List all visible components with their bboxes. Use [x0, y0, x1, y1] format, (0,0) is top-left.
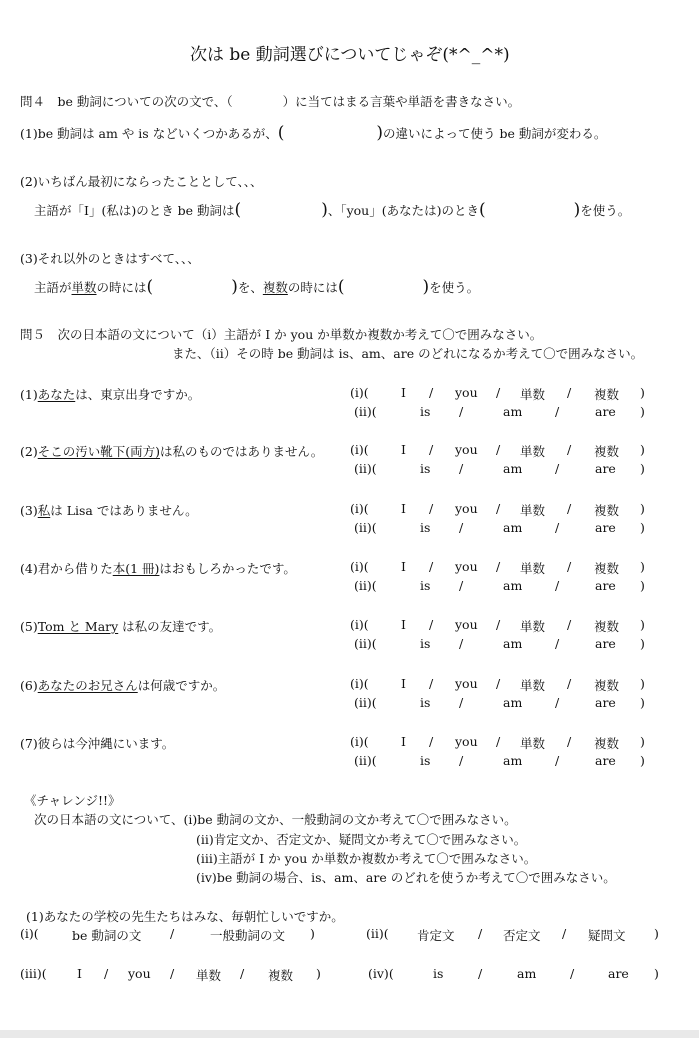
q5-item-1-option-i[interactable]: 複数 — [594, 387, 620, 402]
q5-item-1-rest: は、東京出身ですか。 — [75, 387, 201, 402]
q5-item-3-option-ii[interactable]: are — [595, 520, 616, 535]
q5-item-1-option-ii: ) — [640, 404, 645, 419]
q5-item-1-option-i: / — [496, 385, 501, 400]
challenge-row1-right-option[interactable]: 肯定文 — [417, 928, 455, 943]
q5-item-3-option-i[interactable]: you — [455, 501, 478, 516]
q5-item-3-option-i: / — [429, 501, 434, 516]
challenge-row2-right-option[interactable]: am — [517, 966, 537, 981]
challenge-row1-left-option: ) — [310, 926, 315, 941]
q4-sentence-3: 主語が単数の時には( )を、複数の時には( )を使う。 — [34, 277, 480, 297]
q5-item-2-option-ii: ) — [640, 461, 645, 476]
q5-item-3-rest: は Lisa ではありません。 — [50, 503, 198, 518]
challenge-row1-left-option[interactable]: 一般動詞の文 — [210, 928, 286, 943]
q5-item-6-option-i: (ⅰ)( — [350, 676, 369, 691]
q5-item-6-option-ii[interactable]: is — [420, 695, 431, 710]
q5-item-2-option-i[interactable]: 単数 — [520, 444, 546, 459]
q5-item-2-option-ii[interactable]: are — [595, 461, 616, 476]
q5-item-2-num: (2) — [20, 444, 38, 459]
q4-sentence-1: (1)be 動詞は am や is などいくつかあるが、( )の違いによって使う be 動詞が変わる。 — [20, 123, 607, 143]
challenge-row1-right-option: / — [562, 926, 567, 941]
q5-item-2-option-i: / — [429, 442, 434, 457]
q5-item-6 — [20, 676, 225, 694]
challenge-line-1: 次の日本語の文について、(ⅰ)be 動詞の文か、一般動詞の文か考えて〇で囲みなさい。 — [34, 812, 517, 827]
q5-item-6-option-ii[interactable]: are — [595, 695, 616, 710]
q5-item-7-option-ii[interactable]: am — [503, 753, 523, 768]
challenge-row2-right-option: ) — [654, 966, 659, 981]
challenge-row2-right-option: / — [478, 966, 483, 981]
q5-item-3-option-ii[interactable]: is — [420, 520, 431, 535]
q5-item-5-option-ii: / — [459, 636, 464, 651]
q5-item-2-option-ii: / — [459, 461, 464, 476]
challenge-row1-left-option: (ⅰ)( — [20, 926, 39, 941]
q5-item-1-option-ii: / — [555, 404, 560, 419]
q5-item-6-rest: は何歳ですか。 — [137, 678, 226, 693]
q5-item-4-rest: はおもしろかったです。 — [159, 561, 296, 576]
page-title: 次は be 動詞選びについてじゃぞ(*^_^*) — [190, 45, 510, 65]
q5-item-5-option-ii: ) — [640, 636, 645, 651]
q5-item-5-option-i: / — [429, 617, 434, 632]
q5-item-5-option-i: / — [567, 617, 572, 632]
challenge-row1-right-option: (ⅱ)( — [366, 926, 389, 941]
q5-item-4-option-ii: ) — [640, 578, 645, 593]
q5-item-7-rest: 彼らは今沖縄にいます。 — [37, 736, 175, 751]
q5-item-4-option-ii[interactable]: is — [420, 578, 431, 593]
challenge-row2-left-option[interactable]: 複数 — [268, 968, 294, 983]
q5-item-7-option-i[interactable]: I — [401, 734, 406, 749]
q5-item-5-num: (5) — [20, 619, 38, 634]
q5-item-5-option-i: (ⅰ)( — [350, 617, 369, 632]
challenge-row2-right-option[interactable]: is — [433, 966, 444, 981]
q5-item-3-u: 私 — [37, 503, 51, 518]
challenge-row2-left-option: / — [170, 966, 175, 981]
q4-s3-blank-1: ( — [146, 277, 154, 297]
q5-item-5-option-ii[interactable]: is — [420, 636, 431, 651]
q5-item-6-option-ii: (ⅱ)( — [354, 695, 377, 710]
q5-item-6-option-i[interactable]: you — [455, 676, 478, 691]
q5-item-6-num: (6) — [20, 678, 38, 693]
q5-item-2-option-i: / — [567, 442, 572, 457]
q5-item-1 — [20, 385, 200, 403]
q5-item-1-option-ii[interactable]: am — [503, 404, 523, 419]
q5-item-1-option-i: ) — [640, 385, 645, 400]
q5-item-1-option-i[interactable]: you — [455, 385, 478, 400]
q5-item-7-option-i[interactable]: you — [455, 734, 478, 749]
q5-item-5-option-ii: / — [555, 636, 560, 651]
challenge-question-1: (1)あなたの学校の先生たちはみな、毎朝忙しいですか。 — [26, 909, 344, 924]
q5-item-6-option-i[interactable]: 単数 — [520, 678, 546, 693]
q5-item-2-option-i[interactable]: 複数 — [594, 444, 620, 459]
challenge-row1-right-option[interactable]: 否定文 — [503, 928, 541, 943]
challenge-line-2: (ⅱ)肯定文か、否定文か、疑問文か考えて〇で囲みなさい。 — [196, 832, 527, 847]
challenge-line-3: (ⅲ)主語が I か you か単数か複数か考えて〇で囲みなさい。 — [196, 851, 537, 866]
q4-sentence-2: 主語が「I」(私は)のとき be 動詞は( )、「you」(あなたは)のとき( )を使う。 — [34, 200, 631, 220]
q5-item-5-option-i[interactable]: I — [401, 617, 406, 632]
q5-heading-1: 問５ 次の日本語の文について（ⅰ）主語が I か you か単数か複数か考えて〇で囲みなさい。 — [20, 327, 543, 342]
q5-item-1-option-i[interactable]: I — [401, 385, 406, 400]
q5-item-3-option-i[interactable]: 複数 — [594, 503, 620, 518]
q5-item-2-u: そこの汚い靴下(両方) — [37, 444, 160, 459]
q5-item-4-option-i[interactable]: I — [401, 559, 406, 574]
q5-item-6-option-i: / — [429, 676, 434, 691]
challenge-label: 《チャレンジ!!》 — [24, 793, 121, 808]
q5-item-6-option-i: / — [567, 676, 572, 691]
q5-item-4-u: 本(1 冊) — [112, 561, 160, 576]
q5-item-6-option-ii[interactable]: am — [503, 695, 523, 710]
q5-item-5-option-i[interactable]: you — [455, 617, 478, 632]
q5-item-7-option-i: / — [567, 734, 572, 749]
q5-item-6-option-ii: / — [459, 695, 464, 710]
q5-item-2-option-i: / — [496, 442, 501, 457]
q5-item-2-option-i: (ⅰ)( — [350, 442, 369, 457]
q5-item-3-option-i: (ⅰ)( — [350, 501, 369, 516]
q5-item-2-rest: は私のものではありません。 — [159, 444, 324, 459]
challenge-row2-left-option[interactable]: you — [128, 966, 151, 981]
q5-item-4-option-i[interactable]: you — [455, 559, 478, 574]
challenge-row2-left-option: (ⅲ)( — [20, 966, 47, 981]
q5-item-1-num: (1) — [20, 387, 38, 402]
q5-item-7 — [20, 734, 174, 752]
q5-item-1-option-ii: (ⅱ)( — [354, 404, 377, 419]
q5-item-2 — [20, 442, 323, 460]
q4-s1-blank: ( — [277, 123, 285, 143]
q5-item-5-option-i: ) — [640, 617, 645, 632]
q5-item-5-option-i[interactable]: 単数 — [520, 619, 546, 634]
q5-item-7-option-ii[interactable]: is — [420, 753, 431, 768]
q5-item-2-option-i: ) — [640, 442, 645, 457]
q5-item-6-u: あなたのお兄さん — [37, 678, 138, 693]
q5-item-7-option-i[interactable]: 単数 — [520, 736, 546, 751]
q5-item-7-option-i: / — [429, 734, 434, 749]
q5-item-6-option-i: ) — [640, 676, 645, 691]
q5-item-4-option-i: / — [567, 559, 572, 574]
challenge-row2-right-option: (ⅳ)( — [368, 966, 394, 981]
challenge-row2-left-option: / — [104, 966, 109, 981]
q5-item-6-option-i[interactable]: 複数 — [594, 678, 620, 693]
q5-item-5-option-i[interactable]: 複数 — [594, 619, 620, 634]
challenge-row1-right-option[interactable]: 疑問文 — [588, 928, 626, 943]
q5-heading-2: また、（ⅱ）その時 be 動詞は is、am、are のどれになるか考えて〇で囲みなさい。 — [172, 346, 644, 361]
q5-item-5-rest: は私の友達です。 — [118, 619, 222, 634]
challenge-row1-right-option: ) — [654, 926, 659, 941]
q5-item-4-option-ii[interactable]: are — [595, 578, 616, 593]
q5-item-7-option-i: / — [496, 734, 501, 749]
q4-s3-intro: (3)それ以外のときはすべて、、、 — [20, 251, 200, 266]
q5-item-3-option-ii: (ⅱ)( — [354, 520, 377, 535]
q5-item-4-pre: 君から借りた — [37, 561, 113, 576]
q5-item-5-option-ii[interactable]: are — [595, 636, 616, 651]
challenge-row2-left-option: / — [240, 966, 245, 981]
q5-item-4-option-i: (ⅰ)( — [350, 559, 369, 574]
q5-item-5 — [20, 617, 221, 635]
q5-item-3-option-i: ) — [640, 501, 645, 516]
q5-item-3-option-ii: / — [555, 520, 560, 535]
q4-s1-pre: (1)be 動詞は am や is などいくつかあるが、 — [20, 126, 278, 141]
challenge-row2-right-option: / — [570, 966, 575, 981]
q4-s2-intro: (2)いちばん最初にならったこととして、、、 — [20, 174, 263, 189]
q5-item-7-option-i: (ⅰ)( — [350, 734, 369, 749]
q5-item-1-u: あなた — [37, 387, 76, 402]
q5-item-5-option-ii: (ⅱ)( — [354, 636, 377, 651]
q5-item-3-num: (3) — [20, 503, 38, 518]
q5-item-2-option-i[interactable]: you — [455, 442, 478, 457]
challenge-row2-left-option[interactable]: I — [77, 966, 82, 981]
q5-item-2-option-i[interactable]: I — [401, 442, 406, 457]
q5-item-1-option-i: (ⅰ)( — [350, 385, 369, 400]
q5-item-7-option-ii[interactable]: are — [595, 753, 616, 768]
q5-item-3-option-i: / — [496, 501, 501, 516]
q5-item-7-option-ii: (ⅱ)( — [354, 753, 377, 768]
q5-item-1-option-ii[interactable]: is — [420, 404, 431, 419]
challenge-row2-left-option: ) — [316, 966, 321, 981]
q5-item-2-option-ii: (ⅱ)( — [354, 461, 377, 476]
q4-s2-blank-2: ( — [478, 200, 486, 220]
q5-item-3 — [20, 501, 198, 519]
q5-item-7-option-ii: / — [459, 753, 464, 768]
q5-item-4-option-ii: / — [459, 578, 464, 593]
q5-item-4-option-i[interactable]: 複数 — [594, 561, 620, 576]
q5-item-7-option-ii: / — [555, 753, 560, 768]
q5-item-4-option-ii: (ⅱ)( — [354, 578, 377, 593]
q5-item-2-option-ii[interactable]: is — [420, 461, 431, 476]
q5-item-3-option-ii[interactable]: am — [503, 520, 523, 535]
q5-item-7-option-ii: ) — [640, 753, 645, 768]
q5-item-6-option-i: / — [496, 676, 501, 691]
q5-item-1-option-i: / — [429, 385, 434, 400]
q5-item-2-option-ii[interactable]: am — [503, 461, 523, 476]
q5-item-3-option-i: / — [567, 501, 572, 516]
challenge-row2-right-option[interactable]: are — [608, 966, 629, 981]
q5-item-3-option-ii: / — [459, 520, 464, 535]
q5-item-4-option-i: ) — [640, 559, 645, 574]
q5-item-5-option-ii[interactable]: am — [503, 636, 523, 651]
q5-item-4-option-i: / — [429, 559, 434, 574]
q5-item-6-option-i[interactable]: I — [401, 676, 406, 691]
q5-item-2-option-ii: / — [555, 461, 560, 476]
q5-item-6-option-ii: ) — [640, 695, 645, 710]
q5-item-3-option-ii: ) — [640, 520, 645, 535]
q5-item-4 — [20, 559, 296, 577]
q5-item-6-option-ii: / — [555, 695, 560, 710]
q4-s2-blank-1: ( — [234, 200, 242, 220]
q5-item-4-num: (4) — [20, 561, 38, 576]
q5-item-7-option-i[interactable]: 複数 — [594, 736, 620, 751]
q5-item-3-option-i[interactable]: I — [401, 501, 406, 516]
challenge-row1-left-option[interactable]: be 動詞の文 — [72, 928, 142, 943]
q5-item-7-option-i: ) — [640, 734, 645, 749]
q5-item-3-option-i[interactable]: 単数 — [520, 503, 546, 518]
challenge-row1-left-option: / — [170, 926, 175, 941]
q5-item-4-option-ii: / — [555, 578, 560, 593]
q5-item-1-option-ii: / — [459, 404, 464, 419]
challenge-line-4: (ⅳ)be 動詞の場合、is、am、are のどれを使うか考えて〇で囲みなさい。 — [196, 870, 616, 885]
q5-item-5-u: Tom と Mary — [37, 619, 119, 634]
page-bottom-edge — [0, 1030, 699, 1038]
q4-s1-post: の違いによって使う be 動詞が変わる。 — [382, 126, 607, 141]
q5-item-1-option-i: / — [567, 385, 572, 400]
q5-item-5-option-i: / — [496, 617, 501, 632]
q5-item-7-num: (7) — [20, 736, 38, 751]
q4-s3-blank-2: ( — [337, 277, 345, 297]
q5-item-1-option-ii[interactable]: are — [595, 404, 616, 419]
q4-heading: 問４ be 動詞についての次の文で、（ ）に当てはまる言葉や単語を書きなさい。 — [20, 94, 521, 109]
q5-item-4-option-i[interactable]: 単数 — [520, 561, 546, 576]
challenge-row1-right-option: / — [478, 926, 483, 941]
q5-item-4-option-i: / — [496, 559, 501, 574]
challenge-row2-left-option[interactable]: 単数 — [196, 968, 222, 983]
q5-item-1-option-i[interactable]: 単数 — [520, 387, 546, 402]
q5-item-4-option-ii[interactable]: am — [503, 578, 523, 593]
